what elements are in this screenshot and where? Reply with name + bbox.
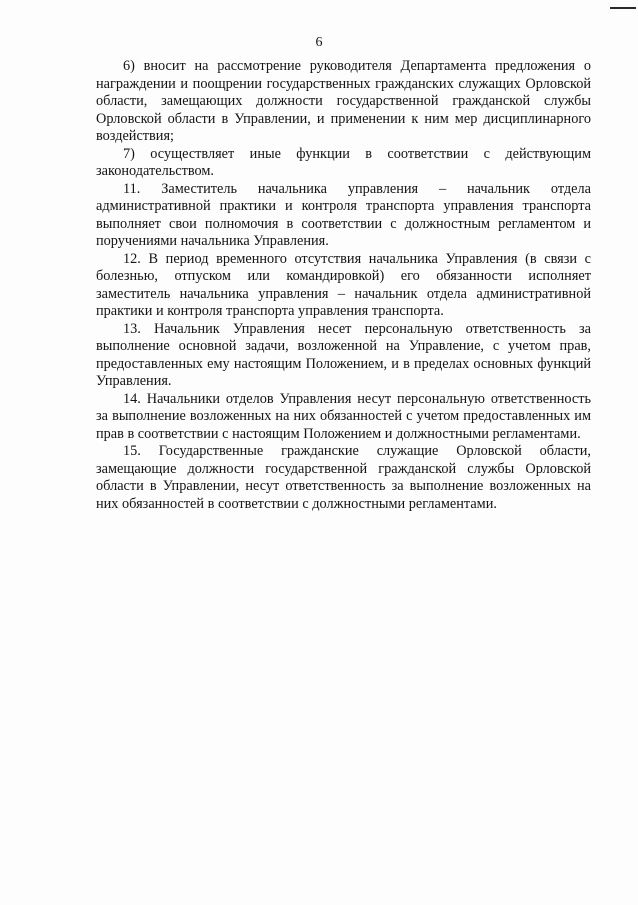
document-body [96,58,591,513]
paragraph-item-6: 6) вносит на рассмотрение руководителя Департамента предложения о награждении и поощрении государственных гражданских служащих Орловской области, замещающих должности государственной гражданской службы Орловской области в Управлении, и применении к ним мер дисциплинарного воздействия; [96,58,591,144]
paragraph-item-7: 7) осуществляет иные функции в соответствии с действующим законодательством. [96,145,591,179]
paragraph-clause-13: 13. Начальник Управления несет персональную ответственность за выполнение основной задачи, возложенной на Управление, с учетом прав, предоставленных ему настоящим Положением, и в пределах основных функций Управления. [96,320,591,389]
paragraph-clause-15: 15. Государственные гражданские служащие Орловской области, замещающие должности государственной гражданской службы Орловской области в Управлении, несут ответственность за выполнение возложенных на них обязанностей в соответствии с должностными регламентами. [96,443,591,512]
paragraph-clause-12: 12. В период временного отсутствия начальника Управления (в связи с болезнью, отпуском или командировкой) его обязанности исполняет заместитель начальника управления – начальник отдела административной практики и контроля транспорта управления транспорта. [96,250,591,319]
page-number: 6 [315,35,323,50]
paragraph-clause-14: 14. Начальники отделов Управления несут персональную ответственность за выполнение возложенных на них обязанностей с учетом предоставленных им прав в соответствии с настоящим Положением и должностными регламентами. [96,390,591,442]
paragraph-clause-11: 11. Заместитель начальника управления – начальник отдела административной практики и контроля транспорта управления транспорта выполняет свои полномочия в соответствии с должностным регламентом и поручениями начальника Управления. [96,180,591,249]
scan-corner-mark [610,7,636,9]
